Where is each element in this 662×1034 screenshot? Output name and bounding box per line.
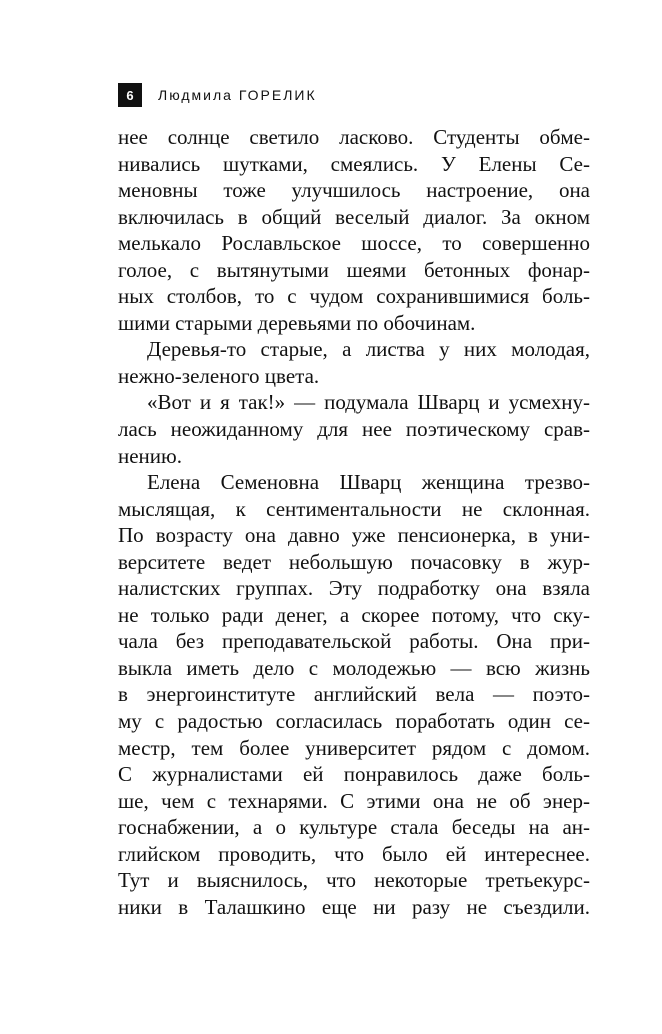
text-line: Елена Семеновна Шварц женщина трезво- [147, 470, 590, 495]
text-line: мыслящая, к сентиментальности не склонная. [118, 496, 590, 521]
text-line: С журналистами ей понравилось даже боль- [118, 762, 590, 787]
text-line: ных столбов, то с чудом сохранившимися боль- [118, 284, 590, 309]
text-line: госнабжении, а о культуре стала беседы на ан- [118, 815, 590, 840]
text-line: Тут и выяснилось, что некоторые третьекурс- [118, 868, 590, 893]
page-number: 6 [118, 83, 142, 107]
text-line: глийском проводить, что было ей интереснее. [118, 841, 590, 866]
text-line: ники в Талашкино еще ни разу не съездили. [118, 894, 590, 919]
text-line: чала без преподавательской работы. Она при- [118, 629, 590, 654]
text-line: му с радостью согласилась поработать один се- [118, 709, 590, 734]
text-line: голое, с вытянутыми шеями бетонных фонар- [118, 257, 590, 282]
text-line: ше, чем с технарями. С этими она не об энер- [118, 788, 590, 813]
text-line: верситете ведет небольшую почасовку в жур- [118, 549, 590, 574]
text-line: нее солнце светило ласково. Студенты обме- [118, 125, 590, 149]
text-line: включилась в общий веселый диалог. За окном [118, 204, 590, 229]
author-name: Людмила ГОРЕЛИК [158, 87, 317, 103]
text-line: Деревья-то старые, а листва у них молодая, [147, 337, 590, 362]
text-line: местр, тем более университет рядом с домом. [118, 735, 590, 760]
text-line: «Вот и я так!» — подумала Шварц и усмехну- [147, 390, 590, 415]
text-line: налистских группах. Эту подработку она взяла [118, 576, 590, 601]
text-line: лась неожиданному для нее поэтическому срав- [118, 417, 590, 442]
text-line: меновны тоже улучшилось настроение, она [118, 178, 590, 203]
text-line: мелькало Рославльское шоссе, то совершенно [118, 231, 590, 256]
text-line: нению. [118, 443, 182, 468]
running-head [118, 82, 317, 108]
body-text [118, 124, 590, 920]
text-line: выкла иметь дело с молодежью — всю жизнь [118, 655, 590, 680]
text-line: шими старыми деревьями по обочинам. [118, 310, 476, 335]
text-line: По возрасту она давно уже пенсионерка, в уни- [118, 523, 590, 548]
text-line: в энергоинституте английский вела — поэто- [118, 682, 590, 707]
text-line: нивались шутками, смеялись. У Елены Се- [118, 151, 590, 176]
text-line: не только ради денег, а скорее потому, что ску- [118, 602, 590, 627]
text-line: нежно-зеленого цвета. [118, 363, 320, 388]
